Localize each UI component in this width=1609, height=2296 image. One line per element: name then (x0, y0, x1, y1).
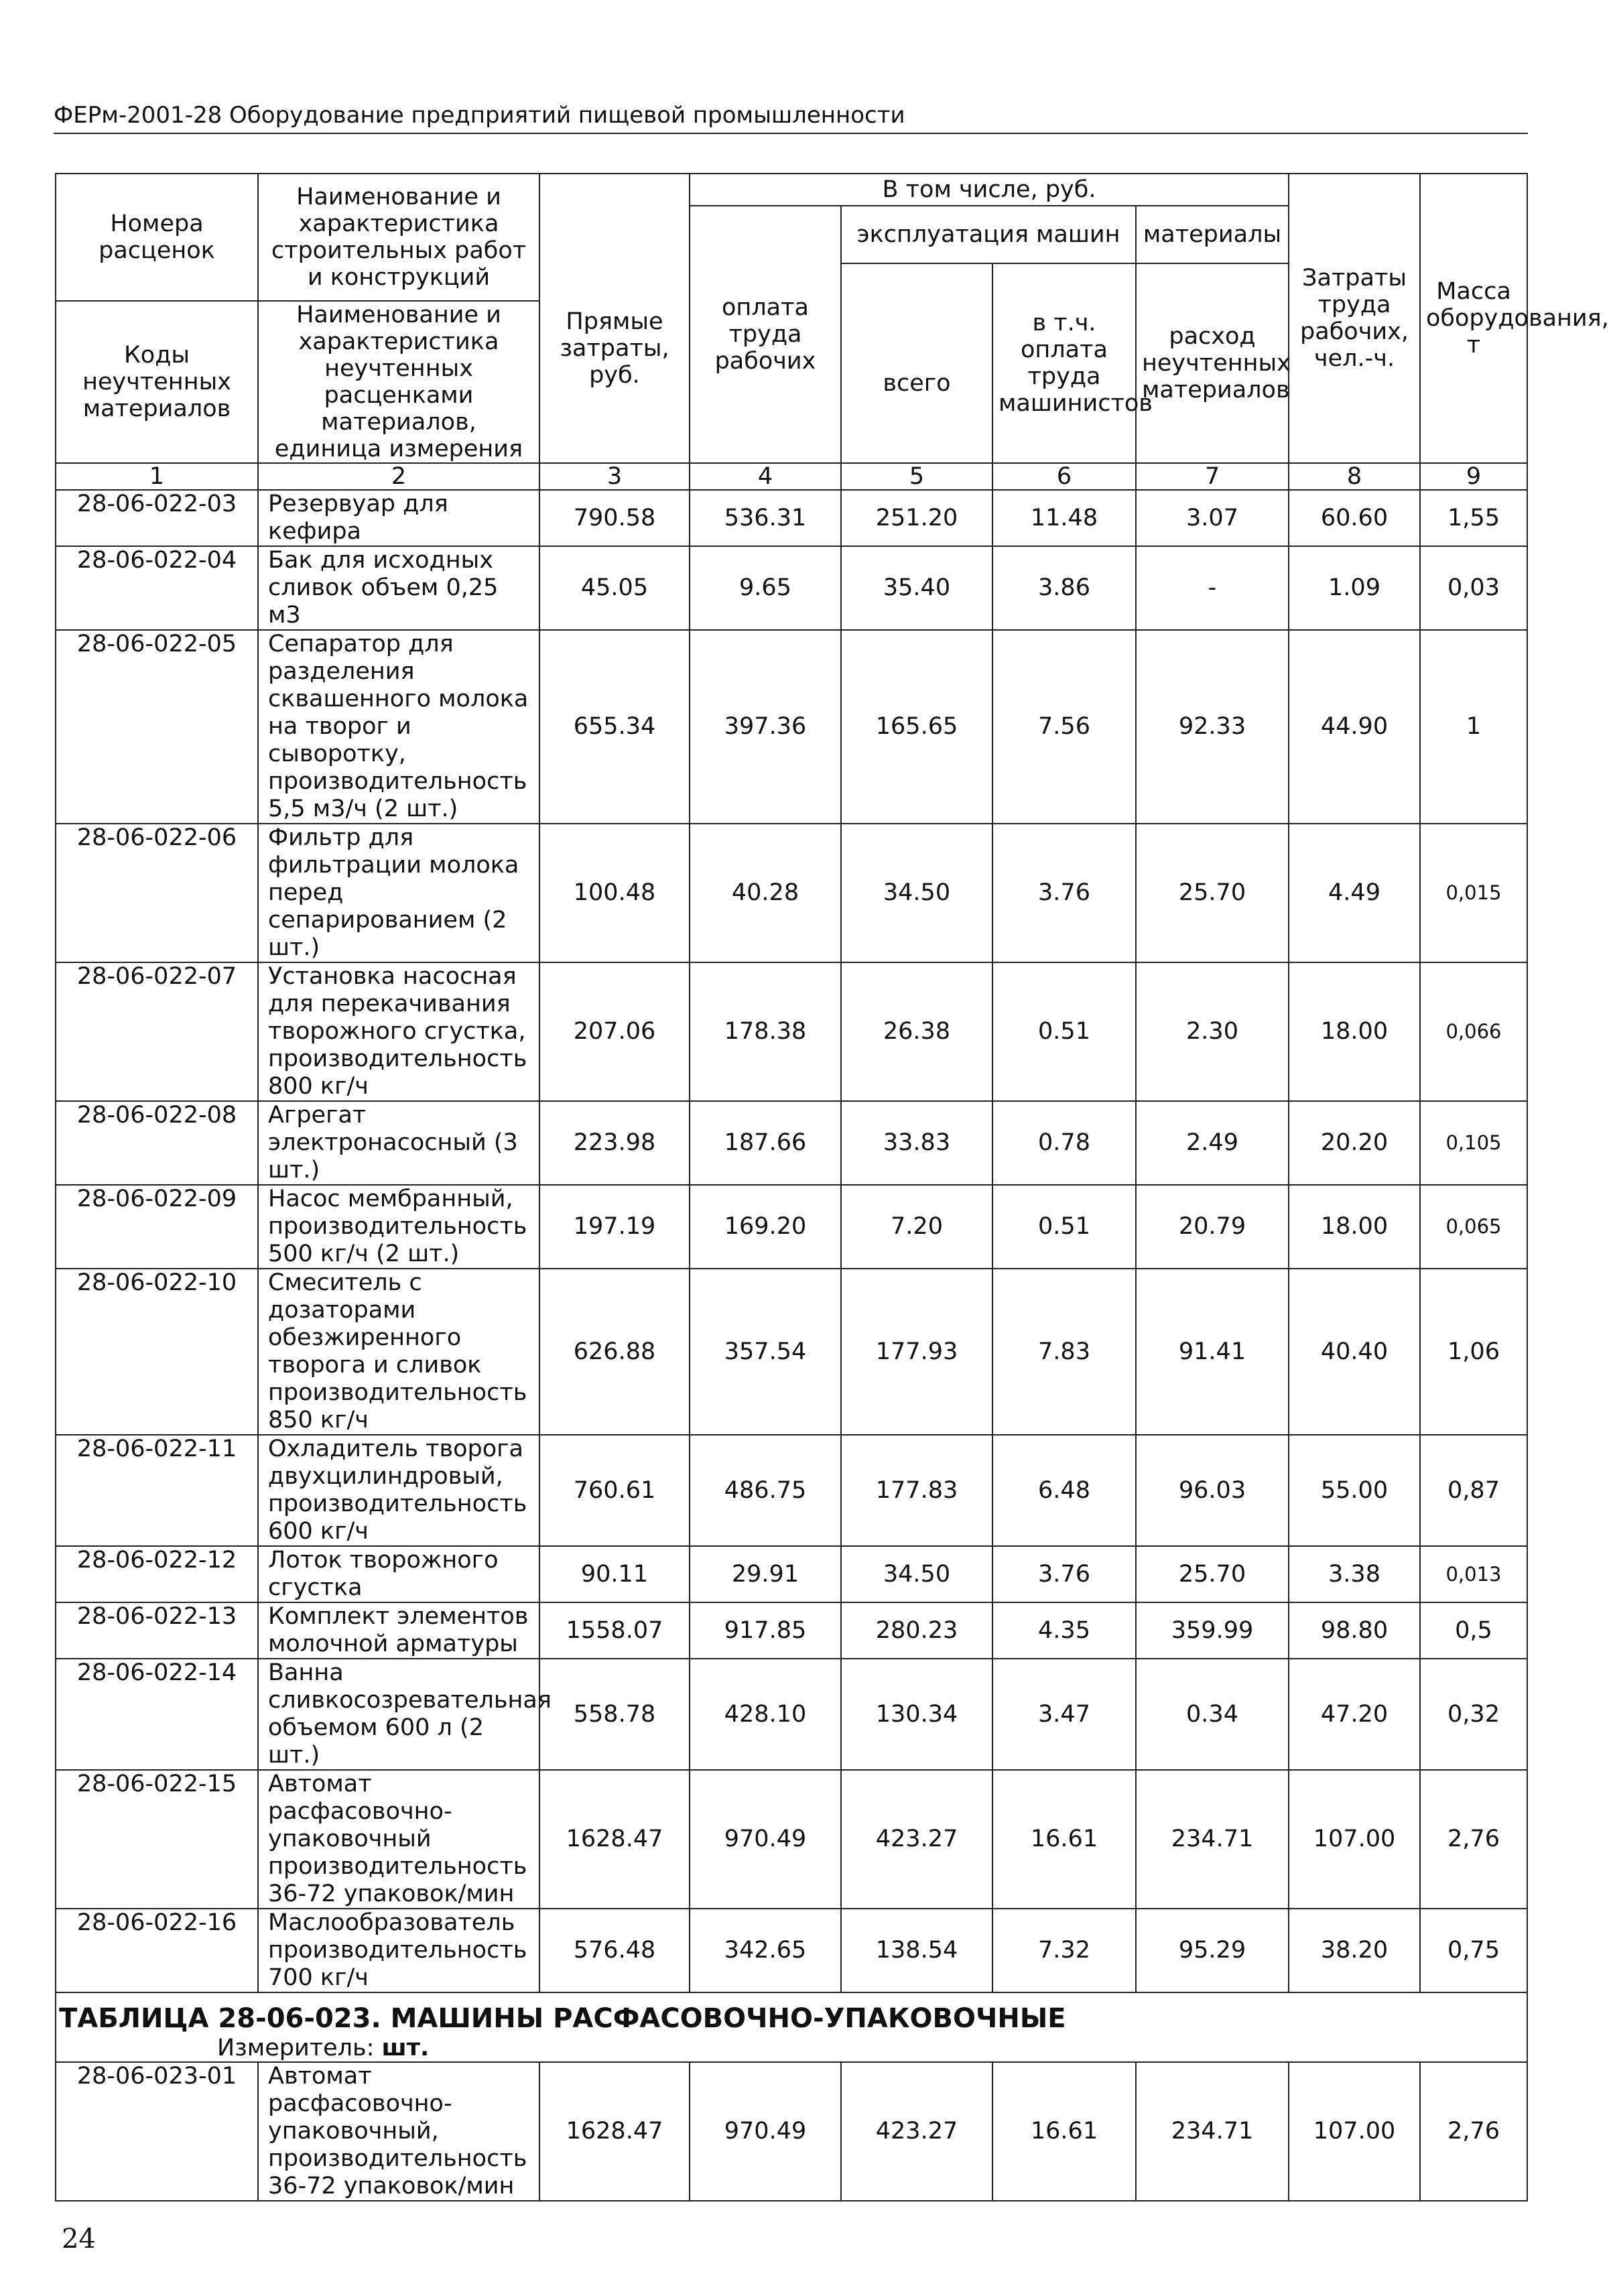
equipment-mass: 0,015 (1420, 824, 1527, 962)
direct-costs: 90.11 (539, 1546, 690, 1602)
direct-costs: 558.78 (539, 1659, 690, 1770)
equipment-mass: 0,75 (1420, 1909, 1527, 1992)
rate-code: 28-06-022-13 (56, 1602, 258, 1659)
labor-pay: 178.38 (690, 962, 841, 1101)
labor-hours: 3.38 (1289, 1546, 1420, 1602)
labor-pay: 486.75 (690, 1435, 841, 1546)
equipment-mass: 2,76 (1420, 2062, 1527, 2201)
materials-cost: 96.03 (1136, 1435, 1289, 1546)
labor-pay: 970.49 (690, 1770, 841, 1909)
direct-costs: 760.61 (539, 1435, 690, 1546)
rate-name: Комплект элементов молочной арматуры (258, 1602, 539, 1659)
rate-code: 28-06-022-05 (56, 630, 258, 824)
labor-hours: 98.80 (1289, 1602, 1420, 1659)
table-row (56, 2062, 1527, 2201)
rates-table (55, 173, 1609, 2202)
equipment-mass: 0,065 (1420, 1185, 1527, 1269)
rate-code: 28-06-022-14 (56, 1659, 258, 1770)
header-labor-pay: оплата труда рабочих (690, 206, 841, 463)
labor-pay: 397.36 (690, 630, 841, 824)
meter-value: шт. (381, 2035, 430, 2061)
column-number: 8 (1289, 463, 1420, 490)
machinists-pay: 3.76 (992, 824, 1136, 962)
machinists-pay: 0.51 (992, 1185, 1136, 1269)
labor-hours: 1.09 (1289, 546, 1420, 630)
header-name-bottom: Наименование и характеристика неучтенных расценками материалов, единица измерения (258, 301, 539, 463)
rate-code: 28-06-022-11 (56, 1435, 258, 1546)
machines-total: 177.93 (841, 1269, 992, 1435)
machinists-pay: 16.61 (992, 2062, 1136, 2201)
column-number: 6 (992, 463, 1136, 490)
materials-cost: 95.29 (1136, 1909, 1289, 1992)
machines-total: 33.83 (841, 1101, 992, 1185)
materials-cost: 2.30 (1136, 962, 1289, 1101)
machinists-pay: 3.76 (992, 1546, 1136, 1602)
labor-pay: 342.65 (690, 1909, 841, 1992)
machines-total: 423.27 (841, 2062, 992, 2201)
rate-name: Агрегат электронасосный (3 шт.) (258, 1101, 539, 1185)
materials-cost: 25.70 (1136, 824, 1289, 962)
machinists-pay: 7.83 (992, 1269, 1136, 1435)
column-number: 9 (1420, 463, 1527, 490)
meter-label: Измеритель: (217, 2035, 382, 2061)
labor-hours: 38.20 (1289, 1909, 1420, 1992)
table-row (56, 1435, 1527, 1546)
rate-code: 28-06-022-12 (56, 1546, 258, 1602)
labor-pay: 357.54 (690, 1269, 841, 1435)
column-number: 1 (56, 463, 258, 490)
labor-pay: 970.49 (690, 2062, 841, 2201)
equipment-mass: 0,32 (1420, 1659, 1527, 1770)
header-direct-costs: Прямые затраты, руб. (539, 174, 690, 463)
table-row (56, 1659, 1527, 1770)
table-row (56, 1269, 1527, 1435)
table-row (56, 824, 1527, 962)
labor-hours: 107.00 (1289, 2062, 1420, 2201)
labor-pay: 428.10 (690, 1659, 841, 1770)
machinists-pay: 7.56 (992, 630, 1136, 824)
rate-name: Охладитель творога двухцилиндровый, производительность 600 кг/ч (258, 1435, 539, 1546)
column-number: 2 (258, 463, 539, 490)
labor-hours: 4.49 (1289, 824, 1420, 962)
labor-pay: 9.65 (690, 546, 841, 630)
machinists-pay: 6.48 (992, 1435, 1136, 1546)
labor-pay: 169.20 (690, 1185, 841, 1269)
equipment-mass: 0,03 (1420, 546, 1527, 630)
table-row (56, 490, 1527, 546)
header-materials-unaccounted: расход неучтенных материалов (1136, 263, 1289, 463)
machines-total: 130.34 (841, 1659, 992, 1770)
machinists-pay: 3.47 (992, 1659, 1136, 1770)
direct-costs: 790.58 (539, 490, 690, 546)
labor-hours: 20.20 (1289, 1101, 1420, 1185)
section-body (56, 1992, 1527, 2201)
column-number: 5 (841, 463, 992, 490)
equipment-mass: 0,066 (1420, 962, 1527, 1101)
header-codes-bottom: Коды неучтенных материалов (56, 301, 258, 463)
direct-costs: 207.06 (539, 962, 690, 1101)
direct-costs: 45.05 (539, 546, 690, 630)
machines-total: 34.50 (841, 824, 992, 962)
machines-total: 138.54 (841, 1909, 992, 1992)
rate-name: Ванна сливкосозревательная объемом 600 л (2 шт.) (258, 1659, 539, 1770)
materials-cost: 91.41 (1136, 1269, 1289, 1435)
materials-cost: 3.07 (1136, 490, 1289, 546)
direct-costs: 626.88 (539, 1269, 690, 1435)
header-name-top: Наименование и характеристика строительных работ и конструкций (258, 174, 539, 301)
equipment-mass: 2,76 (1420, 1770, 1527, 1909)
rate-name: Фильтр для фильтрации молока перед сепарированием (2 шт.) (258, 824, 539, 962)
rate-code: 28-06-022-06 (56, 824, 258, 962)
header-materials: материалы (1136, 206, 1289, 263)
direct-costs: 223.98 (539, 1101, 690, 1185)
table-row (56, 1602, 1527, 1659)
machinists-pay: 0.51 (992, 962, 1136, 1101)
machinists-pay: 11.48 (992, 490, 1136, 546)
materials-cost: 234.71 (1136, 2062, 1289, 2201)
materials-cost: 234.71 (1136, 1770, 1289, 1909)
equipment-mass: 1 (1420, 630, 1527, 824)
direct-costs: 655.34 (539, 630, 690, 824)
rate-code: 28-06-022-03 (56, 490, 258, 546)
direct-costs: 197.19 (539, 1185, 690, 1269)
table-row (56, 1546, 1527, 1602)
rate-code: 28-06-022-10 (56, 1269, 258, 1435)
materials-cost: - (1136, 546, 1289, 630)
rate-code: 28-06-022-08 (56, 1101, 258, 1185)
table-row (56, 962, 1527, 1101)
table-row (56, 1185, 1527, 1269)
labor-hours: 18.00 (1289, 1185, 1420, 1269)
materials-cost: 0.34 (1136, 1659, 1289, 1770)
table-row (56, 1101, 1527, 1185)
page-number: 24 (62, 2224, 96, 2254)
rate-code: 28-06-022-07 (56, 962, 258, 1101)
direct-costs: 1628.47 (539, 1770, 690, 1909)
direct-costs: 1558.07 (539, 1602, 690, 1659)
section-meter (56, 2035, 1527, 2062)
rate-name: Автомат расфасовочно-упаковочный, производительность 36-72 упаковок/мин (258, 2062, 539, 2201)
labor-pay: 40.28 (690, 824, 841, 962)
machinists-pay: 3.86 (992, 546, 1136, 630)
table-row (56, 1909, 1527, 1992)
machines-total: 26.38 (841, 962, 992, 1101)
rate-name: Сепаратор для разделения сквашенного молока на творог и сыворотку, производительность 5,5 м3/ч (2 шт.) (258, 630, 539, 824)
labor-hours: 40.40 (1289, 1269, 1420, 1435)
machinists-pay: 7.32 (992, 1909, 1136, 1992)
rate-code: 28-06-023-01 (56, 2062, 258, 2201)
materials-cost: 2.49 (1136, 1101, 1289, 1185)
rate-name: Смеситель с дозаторами обезжиренного творога и сливок производительность 850 кг/ч (258, 1269, 539, 1435)
labor-hours: 107.00 (1289, 1770, 1420, 1909)
equipment-mass: 0,87 (1420, 1435, 1527, 1546)
equipment-mass: 1,06 (1420, 1269, 1527, 1435)
table-row (56, 546, 1527, 630)
header-machines-total: всего (841, 263, 992, 463)
header-machines-labor: в т.ч. оплата труда машинистов (992, 263, 1136, 463)
rate-code: 28-06-022-16 (56, 1909, 258, 1992)
header-including: В том числе, руб. (690, 174, 1289, 206)
running-header: ФЕРм-2001-28 Оборудование предприятий пищевой промышленности (54, 102, 1528, 134)
direct-costs: 1628.47 (539, 2062, 690, 2201)
header-equipment-mass: Масса оборудования, т (1420, 174, 1527, 463)
labor-hours: 60.60 (1289, 490, 1420, 546)
labor-hours: 44.90 (1289, 630, 1420, 824)
rate-name: Бак для исходных сливок объем 0,25 м3 (258, 546, 539, 630)
rate-name: Автомат расфасовочно-упаковочный производительность 36-72 упаковок/мин (258, 1770, 539, 1909)
machines-total: 423.27 (841, 1770, 992, 1909)
machines-total: 34.50 (841, 1546, 992, 1602)
rate-code: 28-06-022-09 (56, 1185, 258, 1269)
materials-cost: 25.70 (1136, 1546, 1289, 1602)
rate-name: Насос мембранный, производительность 500 кг/ч (2 шт.) (258, 1185, 539, 1269)
equipment-mass: 0,013 (1420, 1546, 1527, 1602)
header-machines: эксплуатация машин (841, 206, 1136, 263)
labor-pay: 187.66 (690, 1101, 841, 1185)
column-number: 3 (539, 463, 690, 490)
materials-cost: 20.79 (1136, 1185, 1289, 1269)
machines-total: 35.40 (841, 546, 992, 630)
machines-total: 7.20 (841, 1185, 992, 1269)
rate-code: 28-06-022-04 (56, 546, 258, 630)
materials-cost: 92.33 (1136, 630, 1289, 824)
section-title: ТАБЛИЦА 28-06-023. МАШИНЫ РАСФАСОВОЧНО-УПАКОВОЧНЫЕ (56, 1992, 1527, 2035)
rate-code: 28-06-022-15 (56, 1770, 258, 1909)
equipment-mass: 1,55 (1420, 490, 1527, 546)
machines-total: 177.83 (841, 1435, 992, 1546)
rate-name: Маслообразователь производительность 700 кг/ч (258, 1909, 539, 1992)
direct-costs: 576.48 (539, 1909, 690, 1992)
header-labor-hours: Затраты труда рабочих, чел.-ч. (1289, 174, 1420, 463)
rate-name: Резервуар для кефира (258, 490, 539, 546)
machinists-pay: 0.78 (992, 1101, 1136, 1185)
equipment-mass: 0,105 (1420, 1101, 1527, 1185)
labor-pay: 917.85 (690, 1602, 841, 1659)
labor-hours: 18.00 (1289, 962, 1420, 1101)
column-number: 4 (690, 463, 841, 490)
column-number: 7 (1136, 463, 1289, 490)
machines-total: 280.23 (841, 1602, 992, 1659)
header-codes-top: Номера расценок (56, 174, 258, 301)
table-row (56, 630, 1527, 824)
machinists-pay: 4.35 (992, 1602, 1136, 1659)
labor-hours: 47.20 (1289, 1659, 1420, 1770)
rate-name: Лоток творожного сгустка (258, 1546, 539, 1602)
table-row (56, 1770, 1527, 1909)
rates-body (56, 490, 1527, 1992)
equipment-mass: 0,5 (1420, 1602, 1527, 1659)
labor-hours: 55.00 (1289, 1435, 1420, 1546)
machinists-pay: 16.61 (992, 1770, 1136, 1909)
rate-name: Установка насосная для перекачивания творожного сгустка, производительность 800 кг/ч (258, 962, 539, 1101)
materials-cost: 359.99 (1136, 1602, 1289, 1659)
direct-costs: 100.48 (539, 824, 690, 962)
machines-total: 251.20 (841, 490, 992, 546)
labor-pay: 536.31 (690, 490, 841, 546)
machines-total: 165.65 (841, 630, 992, 824)
labor-pay: 29.91 (690, 1546, 841, 1602)
